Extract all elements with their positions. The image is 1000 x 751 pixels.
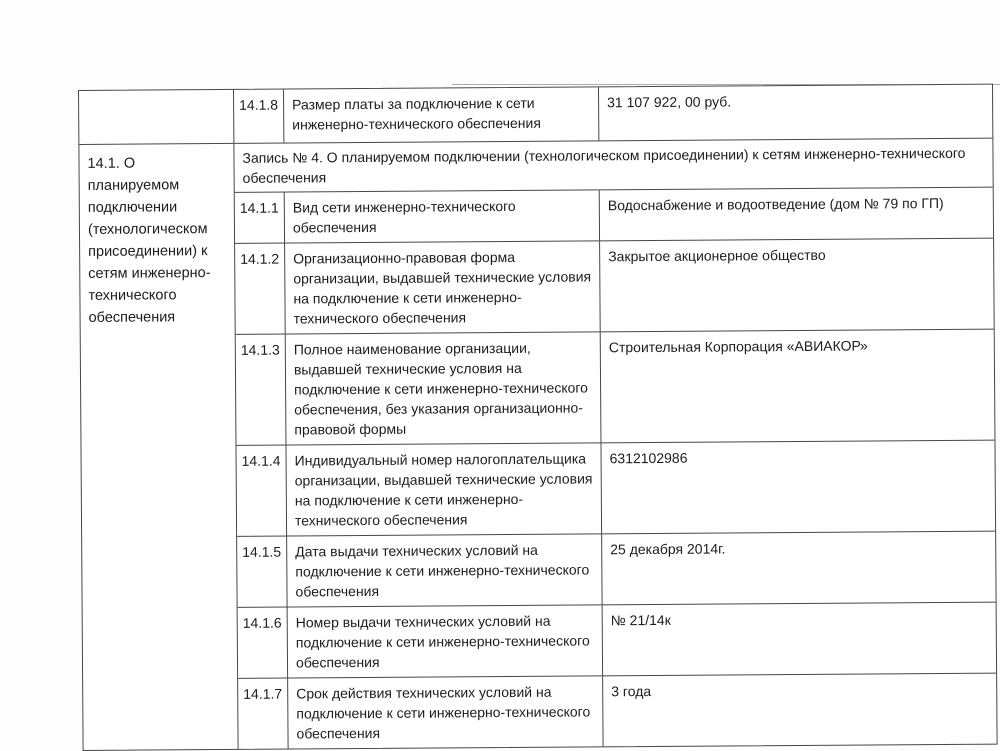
row-description: Индивидуальный номер налогоплательщика организации, выдавшей технические условия на подключение к сети инженерно-технического обеспечения — [286, 443, 602, 535]
row-value: Закрытое акционерное общество — [608, 246, 826, 265]
section-label: 14.1. О планируемом подключении (технологическом присоединении) к сетям инженерно-технического обеспечения — [87, 155, 211, 326]
section-column — [79, 90, 239, 750]
row-code: 14.1.7 — [238, 679, 288, 749]
declaration-table — [78, 84, 998, 751]
details-column — [234, 85, 997, 749]
row-description: Вид сети инженерно-технического обеспечения — [285, 190, 600, 242]
row-code: 14.1.8 — [234, 90, 284, 143]
row-value: Водоснабжение и водоотведение (дом № 79 по ГП) — [607, 194, 944, 214]
row-code: 14.1.6 — [238, 608, 288, 678]
record-header: Запись № 4. О планируемом подключении (технологическом присоединении) к сетям инженерно-технического обеспечения — [234, 139, 992, 193]
row-code: 14.1.3 — [236, 335, 287, 445]
row-description: Полное наименование организации, выдавшей технические условия на подключение к сети инженерно-технического обеспечения, без указания организационно-правовой формы — [286, 332, 602, 444]
row-code: 14.1.2 — [235, 244, 286, 334]
row-description: Срок действия технических условий на подключение к сети инженерно-технического обеспечения — [288, 676, 603, 748]
table-row — [234, 85, 992, 144]
row-description: Номер выдачи технических условий на подключение к сети инженерно-технического обеспечения — [288, 605, 603, 677]
row-value: 3 года — [611, 683, 652, 700]
row-code: 14.1.4 — [236, 446, 287, 536]
table-row — [238, 603, 996, 679]
row-value: № 21/14к — [610, 611, 671, 629]
row-code: 14.1.5 — [237, 537, 287, 607]
row-code: 14.1.1 — [235, 193, 285, 243]
row-value: 31 107 922, 00 руб. — [607, 93, 732, 111]
data-rows — [235, 188, 997, 749]
table-row — [235, 188, 993, 244]
table-row — [235, 239, 994, 335]
table-row — [237, 532, 995, 608]
left-empty-cell — [79, 90, 233, 145]
table-row — [236, 441, 995, 537]
row-value: 25 декабря 2014г. — [610, 540, 726, 558]
table-row — [236, 330, 995, 446]
row-value: Строительная Корпорация «АВИАКОР» — [608, 337, 868, 356]
row-description: Дата выдачи технических условий на подключение к сети инженерно-технического обеспечения — [287, 534, 602, 606]
row-description: Организационно-правовая форма организации, выдавшей технические условия на подключение к сети инженерно-технического обеспечения — [285, 241, 601, 333]
table-row — [238, 674, 996, 749]
row-value: 6312102986 — [609, 449, 688, 467]
row-description: Размер платы за подключение к сети инженерно-технического обеспечения — [284, 87, 599, 142]
